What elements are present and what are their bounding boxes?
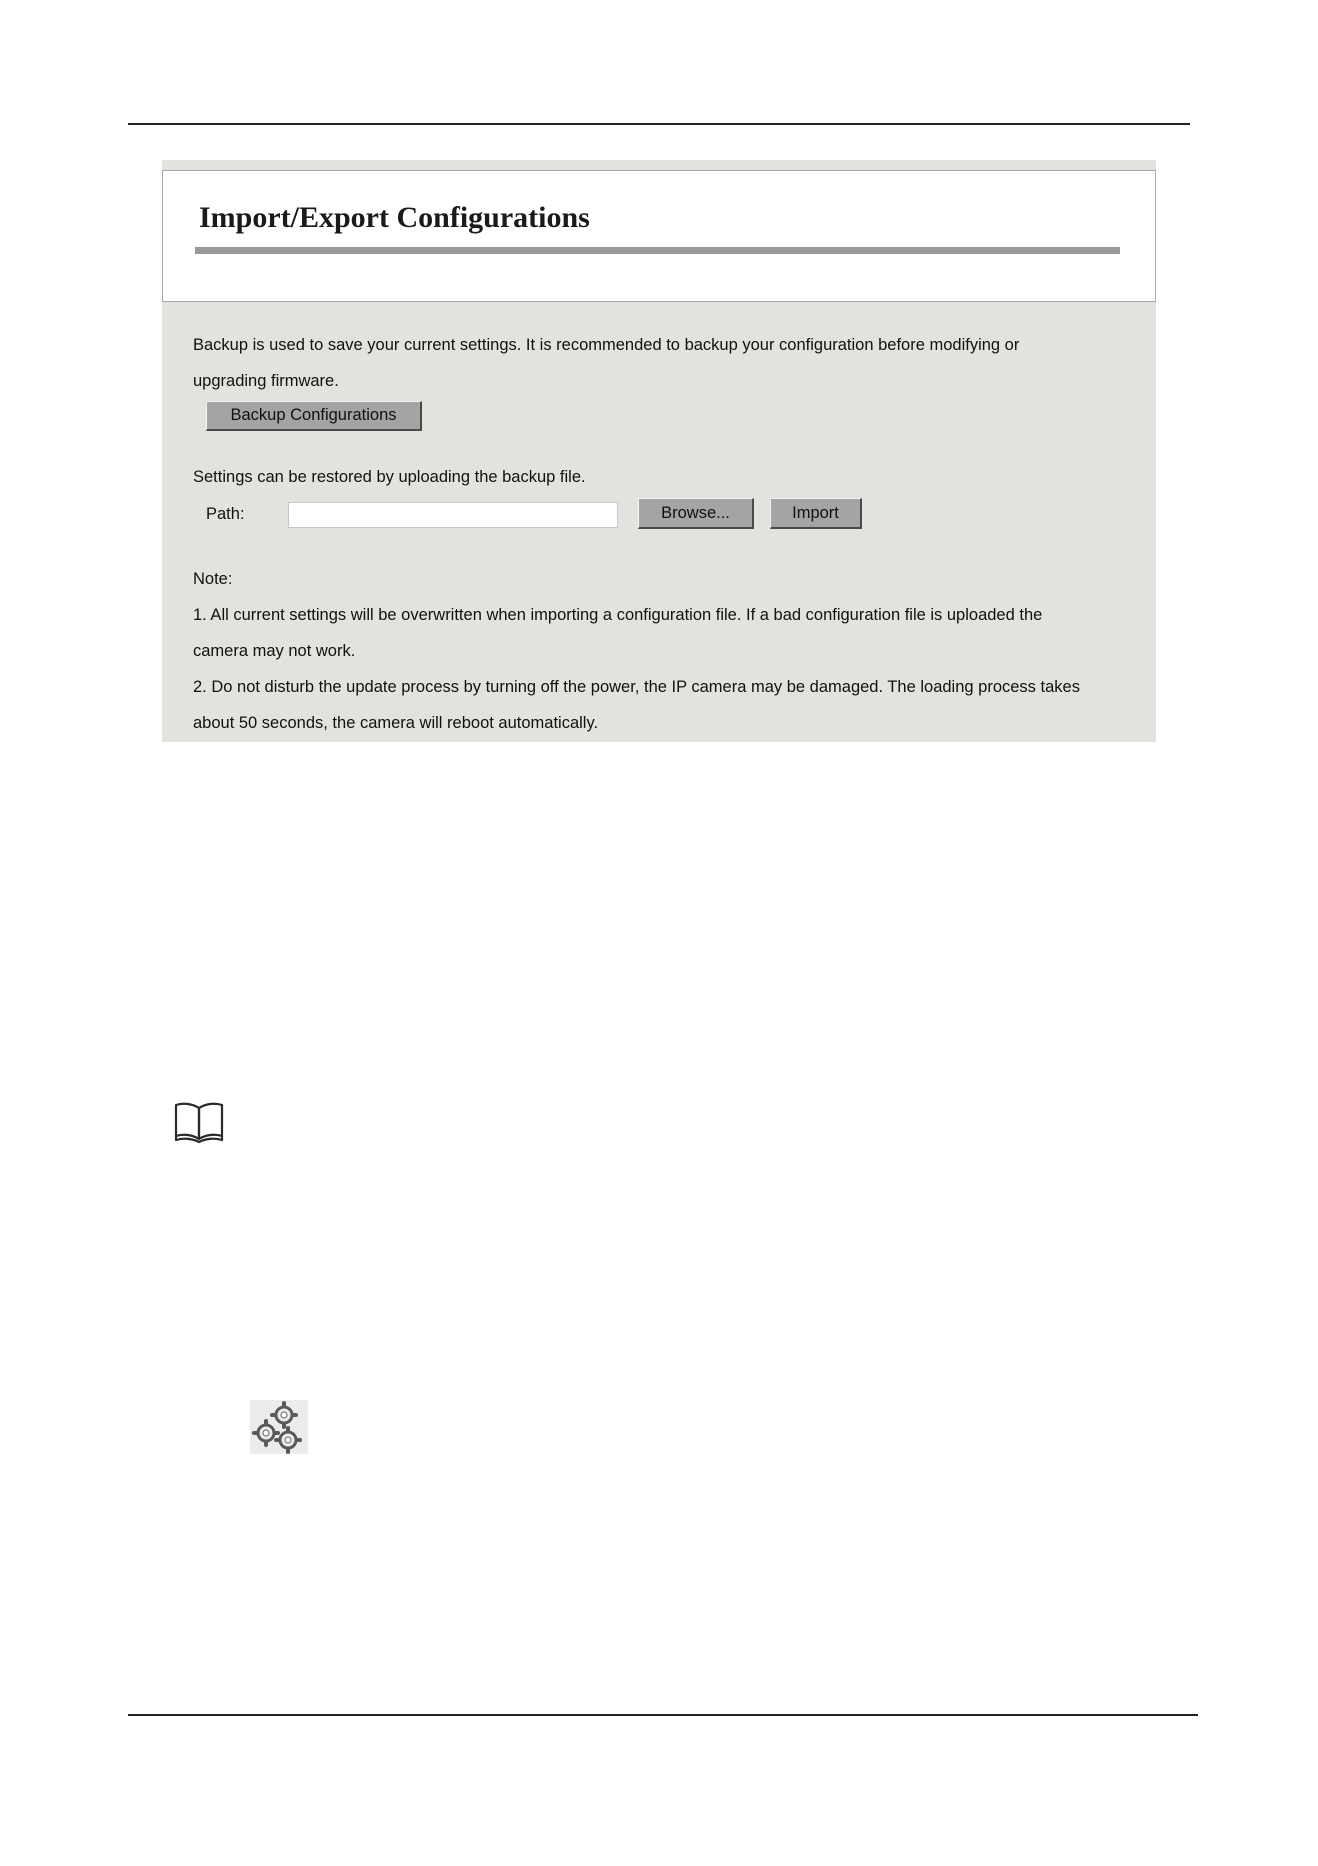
note-line3: 2. Do not disturb the update process by turning off the power, the IP camera may be damaged. The loading process takes [193, 678, 1080, 696]
backup-description-line2: upgrading firmware. [193, 372, 339, 390]
note-heading: Note: [193, 570, 233, 588]
restore-description: Settings can be restored by uploading the backup file. [193, 468, 586, 486]
note-line1: 1. All current settings will be overwritten when importing a configuration file. If a bad configuration file is uploaded the [193, 606, 1043, 624]
footer-rule [128, 1714, 1198, 1716]
note-line4: about 50 seconds, the camera will reboot automatically. [193, 714, 599, 732]
note-line2: camera may not work. [193, 642, 356, 660]
gear-icon [250, 1400, 308, 1454]
page-title: Import/Export Configurations [199, 201, 590, 234]
backup-configurations-button[interactable]: Backup Configurations [206, 401, 422, 431]
import-export-screenshot [162, 160, 1156, 742]
browse-button[interactable]: Browse... [638, 498, 754, 529]
backup-description-line1: Backup is used to save your current settings. It is recommended to backup your configuration before modifying or [193, 336, 1020, 354]
header-rule [128, 123, 1190, 125]
title-panel [162, 170, 1156, 302]
path-label: Path: [206, 505, 245, 523]
path-input[interactable] [288, 502, 618, 528]
import-button[interactable]: Import [770, 498, 862, 529]
title-underline [195, 247, 1120, 254]
book-icon [172, 1100, 226, 1144]
